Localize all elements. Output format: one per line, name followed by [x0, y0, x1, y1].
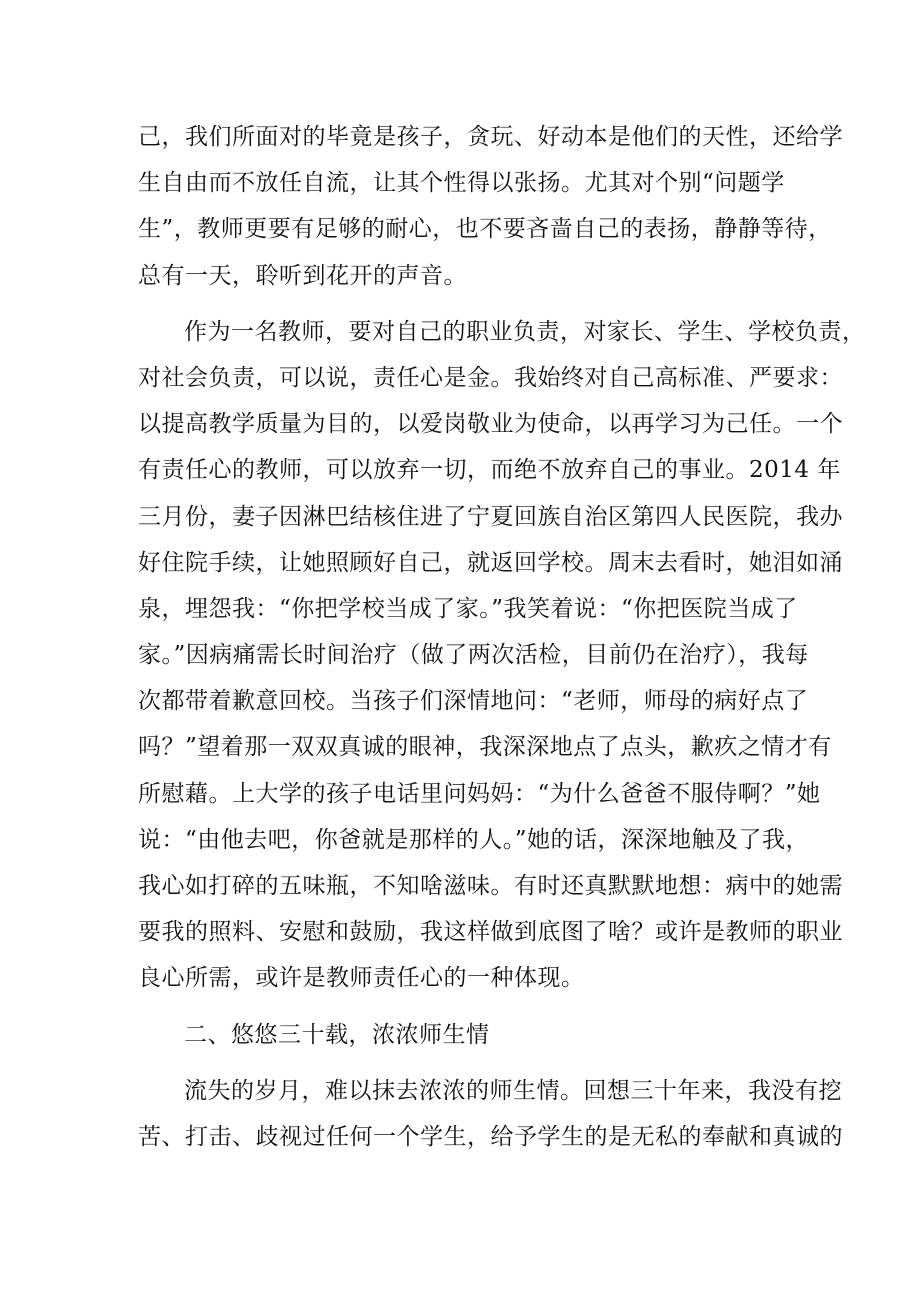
- document-body: [138, 114, 866, 1160]
- text-line: 次都带着歉意回校。当孩子们深情地问：“老师，师母的病好点了: [138, 688, 809, 715]
- text-line: 好住院手续，让她照顾好自己，就返回学校。周末去看时，她泪如涌: [138, 549, 843, 576]
- text-line: 吗？”望着那一双双真诚的眼神，我深深地点了点头，歉疚之情才有: [138, 734, 832, 761]
- text-line: 作为一名教师，要对自己的职业负责，对家长、学生、学校负责，: [184, 318, 866, 345]
- text-line: 三月份，妻子因淋巴结核住进了宁夏回族自治区第四人民医院，我办: [138, 503, 843, 530]
- paragraph-2: [138, 309, 866, 1002]
- text-line: 流失的岁月，难以抹去浓浓的师生情。回想三十年来，我没有挖: [184, 1077, 842, 1104]
- paragraph-spacer: [138, 299, 788, 309]
- section-heading: [138, 1012, 788, 1058]
- text-line: 总有一天，聆听到花开的声音。: [138, 262, 467, 289]
- paragraph-spacer: [138, 1058, 788, 1068]
- text-line: 有责任心的教师，可以放弃一切，而绝不放弃自己的事业。2014 年: [138, 457, 841, 484]
- text-line: 我心如打碎的五味瓶，不知啥滋味。有时还真默默地想：病中的她需: [138, 873, 843, 899]
- text-line: 己，我们所面对的毕竟是孩子，贪玩、好动本是他们的天性，还给学: [138, 124, 843, 150]
- text-line: 所慰藉。上大学的孩子电话里问妈妈：“为什么爸爸不服侍啊？”她: [138, 780, 821, 807]
- heading-line: 二、悠悠三十载，浓浓师生情: [184, 1021, 490, 1048]
- text-line: 生”，教师更要有足够的耐心，也不要吝啬自己的表扬，静静等待，: [138, 216, 832, 243]
- text-line: 生自由而不放任自流，让其个性得以张扬。尤其对个别“问题学: [138, 170, 785, 197]
- paragraph-spacer: [138, 1002, 788, 1012]
- text-line: 要我的照料、安慰和鼓励，我这样做到底图了啥？或许是教师的职业: [138, 919, 843, 946]
- paragraph-1: [138, 114, 843, 299]
- text-line: 对社会负责，可以说，责任心是金。我始终对自己高标准、严要求：: [138, 364, 843, 391]
- text-line: 苦、打击、歧视过任何一个学生，给予学生的是无私的奉献和真诚的: [138, 1123, 843, 1150]
- text-line: 说：“由他去吧，你爸就是那样的人。”她的话，深深地触及了我，: [138, 826, 810, 853]
- text-line: 家。”因病痛需长时间治疗（做了两次活检，目前仍在治疗），我每: [138, 642, 809, 669]
- text-line: 以提高教学质量为目的，以爱岗敬业为使命，以再学习为己任。一个: [138, 411, 843, 438]
- paragraph-3: [138, 1068, 843, 1160]
- text-line: 泉，埋怨我：“你把学校当成了家。”我笑着说：“你把医院当成了: [138, 595, 798, 622]
- text-line: 良心所需，或许是教师责任心的一种体现。: [138, 965, 585, 992]
